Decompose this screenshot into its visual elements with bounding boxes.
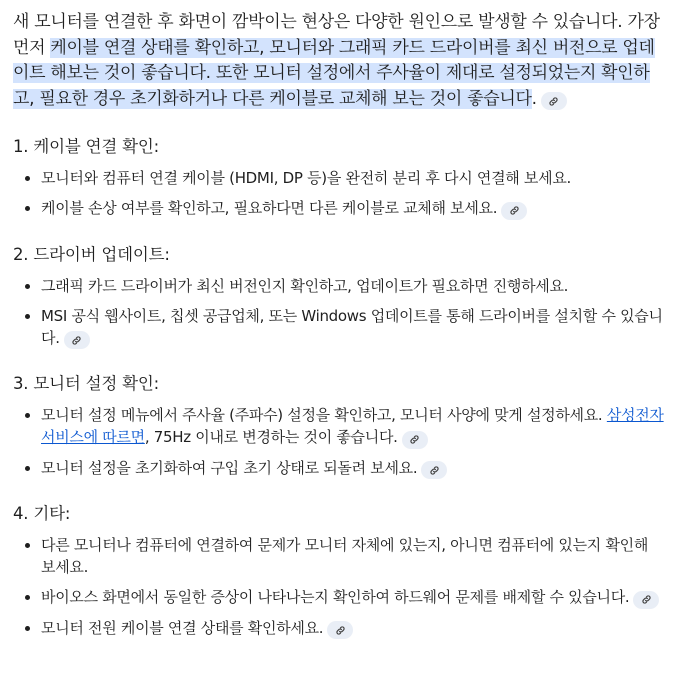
bullet-list [13, 167, 666, 220]
list-item [41, 404, 666, 449]
bullet-list [13, 534, 666, 639]
list-item-text: 모니터 전원 케이블 연결 상태를 확인하세요. [41, 618, 324, 637]
link-icon [641, 594, 652, 605]
list-item-text: 바이오스 화면에서 동일한 증상이 나타나는지 확인하여 하드웨어 문제를 배제할 수 있습니다. [41, 588, 630, 606]
list-item [41, 305, 666, 350]
intro-end: . [531, 88, 537, 109]
section-heading: 4. 기타: [13, 504, 71, 523]
link-icon [335, 625, 346, 636]
list-item [41, 586, 666, 609]
list-item-text: 케이블 손상 여부를 확인하고, 필요하다면 다른 케이블로 교체해 보세요. [41, 199, 498, 217]
source-link-chip[interactable] [541, 92, 567, 110]
list-item-text: 모니터와 컴퓨터 연결 케이블 (HDMI, DP 등)을 완전히 분리 후 다시 연결해 보세요. [41, 169, 571, 187]
bullet-list [13, 275, 666, 350]
source-link-chip[interactable] [402, 431, 428, 449]
source-link-chip[interactable] [633, 591, 659, 609]
list-item [41, 457, 666, 480]
intro-paragraph [13, 10, 666, 112]
section-driver [13, 241, 666, 350]
intro-text: 새 모니터를 연결한 후 화면이 깜박이는 현상은 다양한 원인으로 발생할 수 있습니다. 가장 먼저 [13, 12, 660, 58]
source-link-chip[interactable] [421, 461, 447, 479]
samsung-service-link[interactable]: 삼성전자서비스에 따르면 [41, 406, 664, 446]
section-heading: 1. 케이블 연결 확인: [13, 137, 160, 156]
section-cable [13, 133, 666, 220]
link-icon [509, 205, 520, 216]
list-item [41, 197, 666, 220]
list-item-text: 모니터 설정을 초기화하여 구입 초기 상태로 되돌려 보세요. [41, 458, 418, 477]
section-monitor-settings [13, 370, 666, 479]
intro-highlight: 케이블 연결 상태를 확인하고, 모니터와 그래픽 카드 드라이버를 최신 버전으로 업데이트 해보는 것이 좋습니다. 또한 모니터 설정에서 주사율이 제대로 설정되었는지 확인하고, 필요한 경우 초기화하거나 다른 케이블로 교체해 보는 것이 좋습니다 [13, 37, 655, 109]
list-item [41, 534, 666, 578]
list-item [41, 275, 666, 297]
source-link-chip[interactable] [501, 202, 527, 220]
section-heading: 3. 모니터 설정 확인: [13, 374, 160, 393]
list-item-text: 그래픽 카드 드라이버가 최신 버전인지 확인하고, 업데이트가 필요하면 진행하세요. [41, 276, 569, 295]
list-item-text: , 75Hz 이내로 변경하는 것이 좋습니다. [144, 428, 398, 446]
list-item-text: 다른 모니터나 컴퓨터에 연결하여 문제가 모니터 자체에 있는지, 아니면 컴퓨터에 있는지 확인해 보세요. [41, 536, 649, 576]
link-icon [409, 434, 420, 445]
list-item-text: MSI 공식 웹사이트, 칩셋 공급업체, 또는 Windows 업데이트를 통해 드라이버를 설치할 수 있습니다. [41, 306, 663, 347]
section-heading: 2. 드라이버 업데이트: [13, 244, 170, 264]
bullet-list [13, 404, 666, 479]
list-item [41, 167, 666, 189]
list-item-text: 모니터 설정 메뉴에서 주사율 (주파수) 설정을 확인하고, 모니터 사양에 맞게 설정하세요. [41, 406, 607, 424]
source-link-chip[interactable] [327, 621, 353, 639]
link-icon [548, 96, 559, 107]
list-item [41, 617, 666, 640]
link-icon [429, 465, 440, 476]
section-other [13, 500, 666, 639]
link-icon [71, 335, 82, 346]
source-link-chip[interactable] [64, 331, 90, 349]
